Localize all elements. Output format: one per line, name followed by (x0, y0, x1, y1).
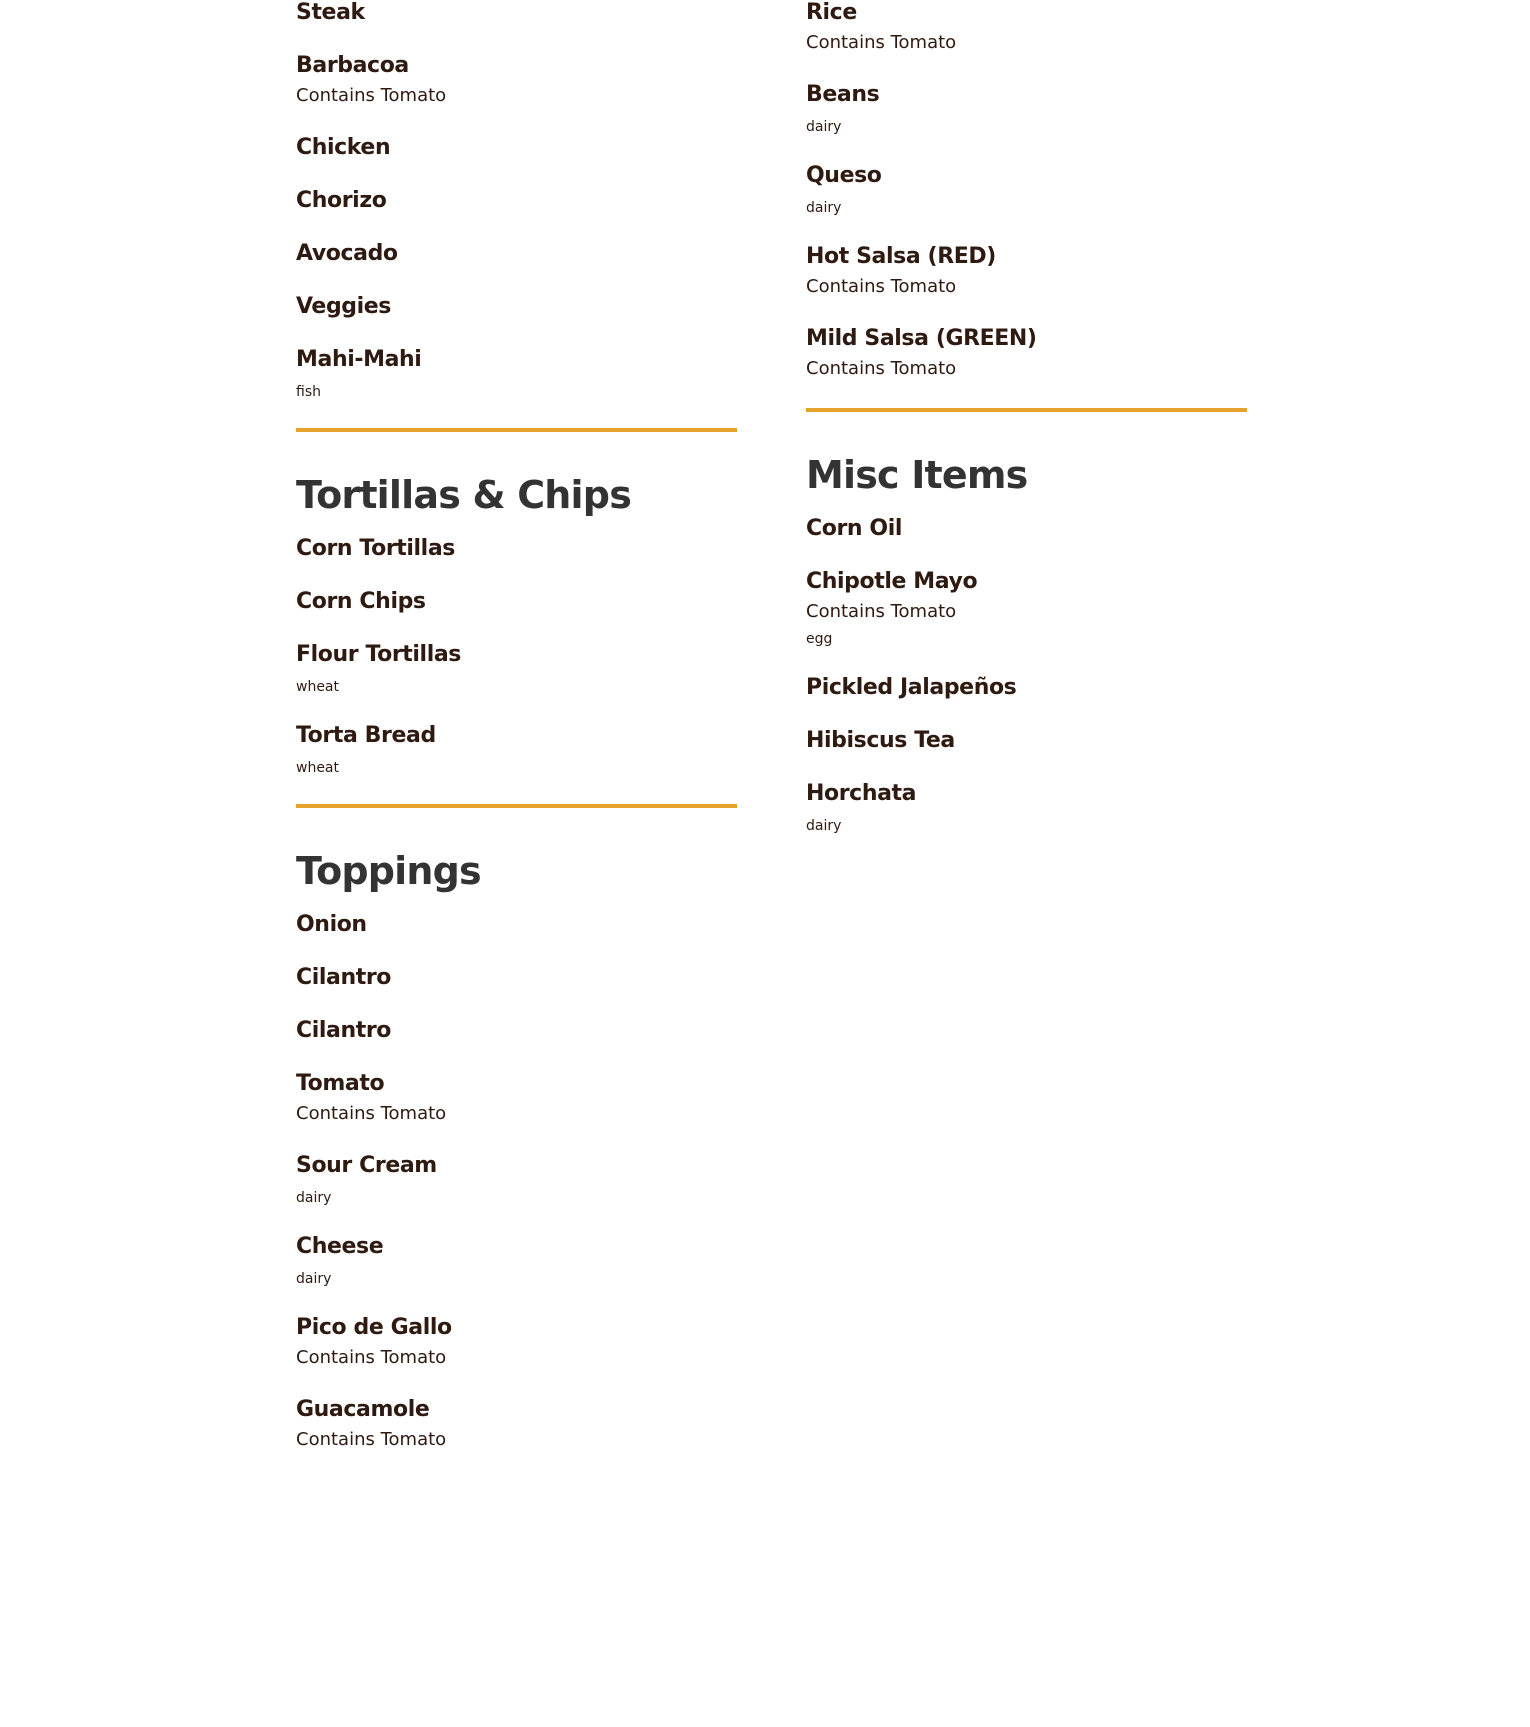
menu-item (806, 781, 1246, 835)
allergen-tag: dairy (296, 1271, 332, 1287)
menu-item (296, 589, 736, 615)
item-name: Steak (296, 0, 365, 25)
menu-item (296, 1315, 736, 1370)
item-name: Cheese (296, 1234, 384, 1259)
item-name: Avocado (296, 241, 398, 266)
misc-section (806, 452, 1246, 835)
allergen-note: Contains Tomato (296, 1347, 447, 1368)
item-name: Chicken (296, 135, 391, 160)
allergen-note: Contains Tomato (806, 358, 957, 379)
menu-item (806, 516, 1246, 542)
item-name: Tomato (296, 1071, 385, 1096)
menu-item (296, 1234, 736, 1288)
item-name: Pico de Gallo (296, 1315, 452, 1340)
item-name: Rice (806, 0, 857, 25)
allergen-tag: egg (806, 631, 833, 647)
item-name: Corn Oil (806, 516, 903, 541)
allergen-tag: wheat (296, 760, 340, 776)
item-name: Corn Tortillas (296, 536, 455, 561)
item-name: Queso (806, 163, 882, 188)
item-name: Hibiscus Tea (806, 728, 955, 753)
menu-item (806, 728, 1246, 754)
left-column (296, 0, 736, 1479)
item-name: Cilantro (296, 965, 392, 990)
allergen-note: Contains Tomato (806, 601, 957, 622)
allergen-tag: dairy (806, 818, 842, 834)
menu-item (296, 642, 736, 696)
menu-item (296, 294, 736, 320)
menu-item (296, 135, 736, 161)
item-name: Hot Salsa (RED) (806, 244, 996, 269)
item-name: Corn Chips (296, 589, 426, 614)
menu-item (296, 1018, 736, 1044)
proteins-list (296, 0, 736, 401)
allergen-tag: fish (296, 384, 321, 400)
item-name: Onion (296, 912, 367, 937)
item-name: Mahi-Mahi (296, 347, 422, 372)
item-name: Barbacoa (296, 53, 409, 78)
toppings-section (296, 848, 736, 1452)
allergen-note: Contains Tomato (806, 32, 957, 53)
menu-item (296, 0, 736, 26)
item-name: Chipotle Mayo (806, 569, 978, 594)
section-title: Tortillas & Chips (296, 473, 632, 517)
section-title: Toppings (296, 849, 481, 893)
allergen-note: Contains Tomato (296, 1429, 447, 1450)
menu-item (806, 163, 1246, 217)
item-name: Cilantro (296, 1018, 392, 1043)
menu-item (806, 244, 1246, 299)
menu-item (806, 569, 1246, 648)
section-divider (296, 804, 737, 808)
allergen-tag: dairy (806, 119, 842, 135)
allergen-note: Contains Tomato (806, 276, 957, 297)
item-name: Pickled Jalapeños (806, 675, 1017, 700)
menu-item (296, 965, 736, 991)
allergen-tag: dairy (806, 200, 842, 216)
item-name: Mild Salsa (GREEN) (806, 326, 1037, 351)
item-name: Horchata (806, 781, 917, 806)
sides-list (806, 0, 1246, 381)
item-name: Beans (806, 82, 880, 107)
right-column (806, 0, 1246, 862)
allergen-note: Contains Tomato (296, 1103, 447, 1124)
item-name: Veggies (296, 294, 391, 319)
section-title: Misc Items (806, 453, 1028, 497)
menu-item (296, 241, 736, 267)
menu-item (296, 53, 736, 108)
section-divider (806, 408, 1247, 412)
menu-item (296, 723, 736, 777)
section-divider (296, 428, 737, 432)
item-name: Sour Cream (296, 1153, 437, 1178)
allergen-tag: wheat (296, 679, 340, 695)
menu-item (296, 188, 736, 214)
item-name: Chorizo (296, 188, 387, 213)
tortillas-section (296, 472, 736, 777)
menu-item (296, 1071, 736, 1126)
menu-item (806, 326, 1246, 381)
allergen-tag: dairy (296, 1190, 332, 1206)
menu-item (296, 1153, 736, 1207)
item-name: Flour Tortillas (296, 642, 461, 667)
allergen-note: Contains Tomato (296, 85, 447, 106)
menu-item (806, 82, 1246, 136)
menu-item (296, 1397, 736, 1452)
menu-item (296, 912, 736, 938)
item-name: Torta Bread (296, 723, 436, 748)
menu-item (296, 536, 736, 562)
menu-item (296, 347, 736, 401)
menu-item (806, 0, 1246, 55)
item-name: Guacamole (296, 1397, 430, 1422)
menu-item (806, 675, 1246, 701)
